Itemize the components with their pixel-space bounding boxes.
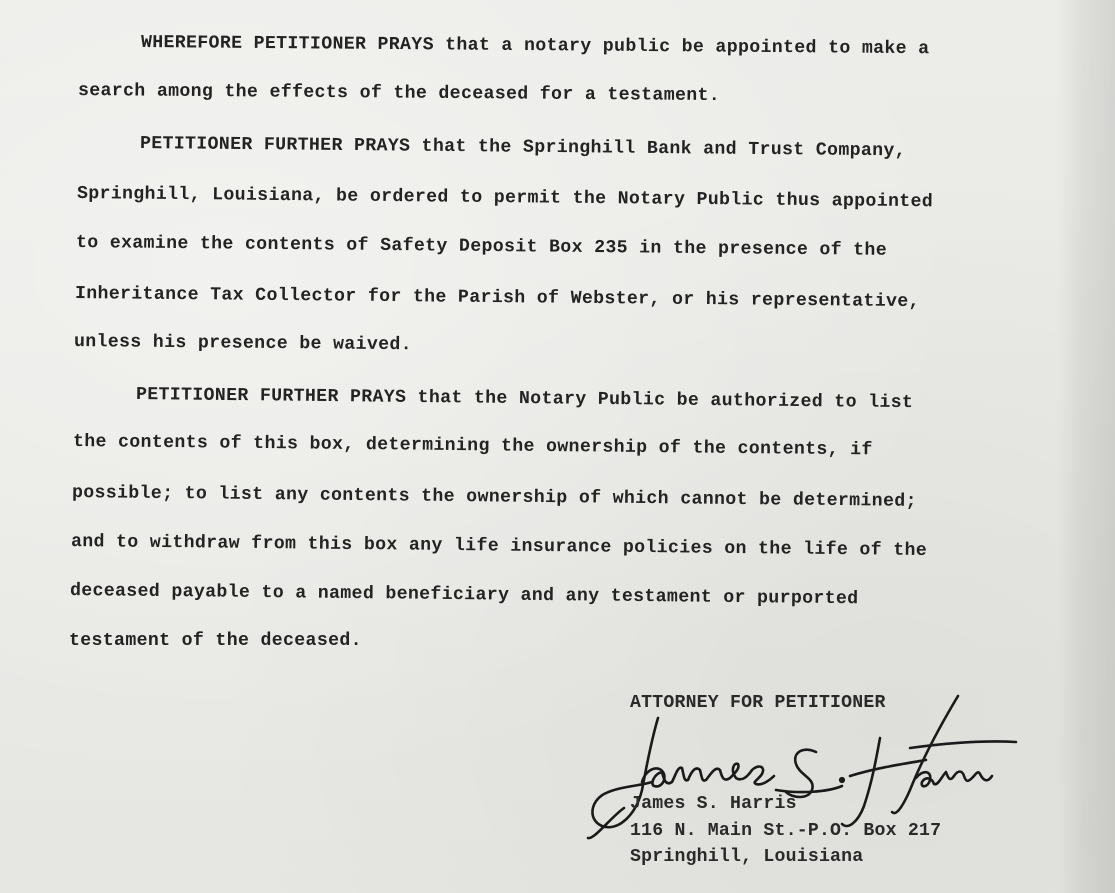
paragraph-3-line-3: possible; to list any contents the ownership of which cannot be determined;: [71, 483, 917, 512]
paragraph-2-line-5: unless his presence be waived.: [73, 332, 413, 356]
paragraph-3-line-1: PETITIONER FURTHER PRAYS that the Notary Public be authorized to list: [135, 385, 914, 414]
paragraph-2-line-1: PETITIONER FURTHER PRAYS that the Springhill Bank and Trust Company,: [139, 134, 907, 162]
paragraph-3-line-4: and to withdraw from this box any life insurance policies on the life of the: [70, 532, 928, 561]
paragraph-2-line-3: to examine the contents of Safety Deposit Box 235 in the presence of the: [75, 233, 888, 261]
signature-heading: ATTORNEY FOR PETITIONER: [630, 693, 886, 713]
handwritten-signature: [580, 690, 1020, 840]
page-shadow-edge: [1057, 0, 1115, 893]
paragraph-2-line-2: Springhill, Louisiana, be ordered to permit the Notary Public thus appointed: [76, 184, 934, 213]
paragraph-1-line-2: search among the effects of the deceased for a testament.: [77, 81, 721, 107]
attorney-name: James S. Harris: [630, 794, 797, 814]
attorney-address-line-2: Springhill, Louisiana: [630, 847, 864, 867]
paragraph-2-line-4: Inheritance Tax Collector for the Parish of Webster, or his representative,: [74, 284, 920, 313]
paragraph-3-line-6: testament of the deceased.: [69, 631, 362, 651]
paragraph-3-line-2: the contents of this box, determining the ownership of the contents, if: [72, 432, 873, 461]
paragraph-1-line-1: WHEREFORE PETITIONER PRAYS that a notary public be appointed to make a: [140, 33, 930, 60]
paragraph-3-line-5: deceased payable to a named beneficiary and any testament or purported: [69, 581, 859, 610]
attorney-address-line-1: 116 N. Main St.-P.O. Box 217: [630, 821, 942, 841]
